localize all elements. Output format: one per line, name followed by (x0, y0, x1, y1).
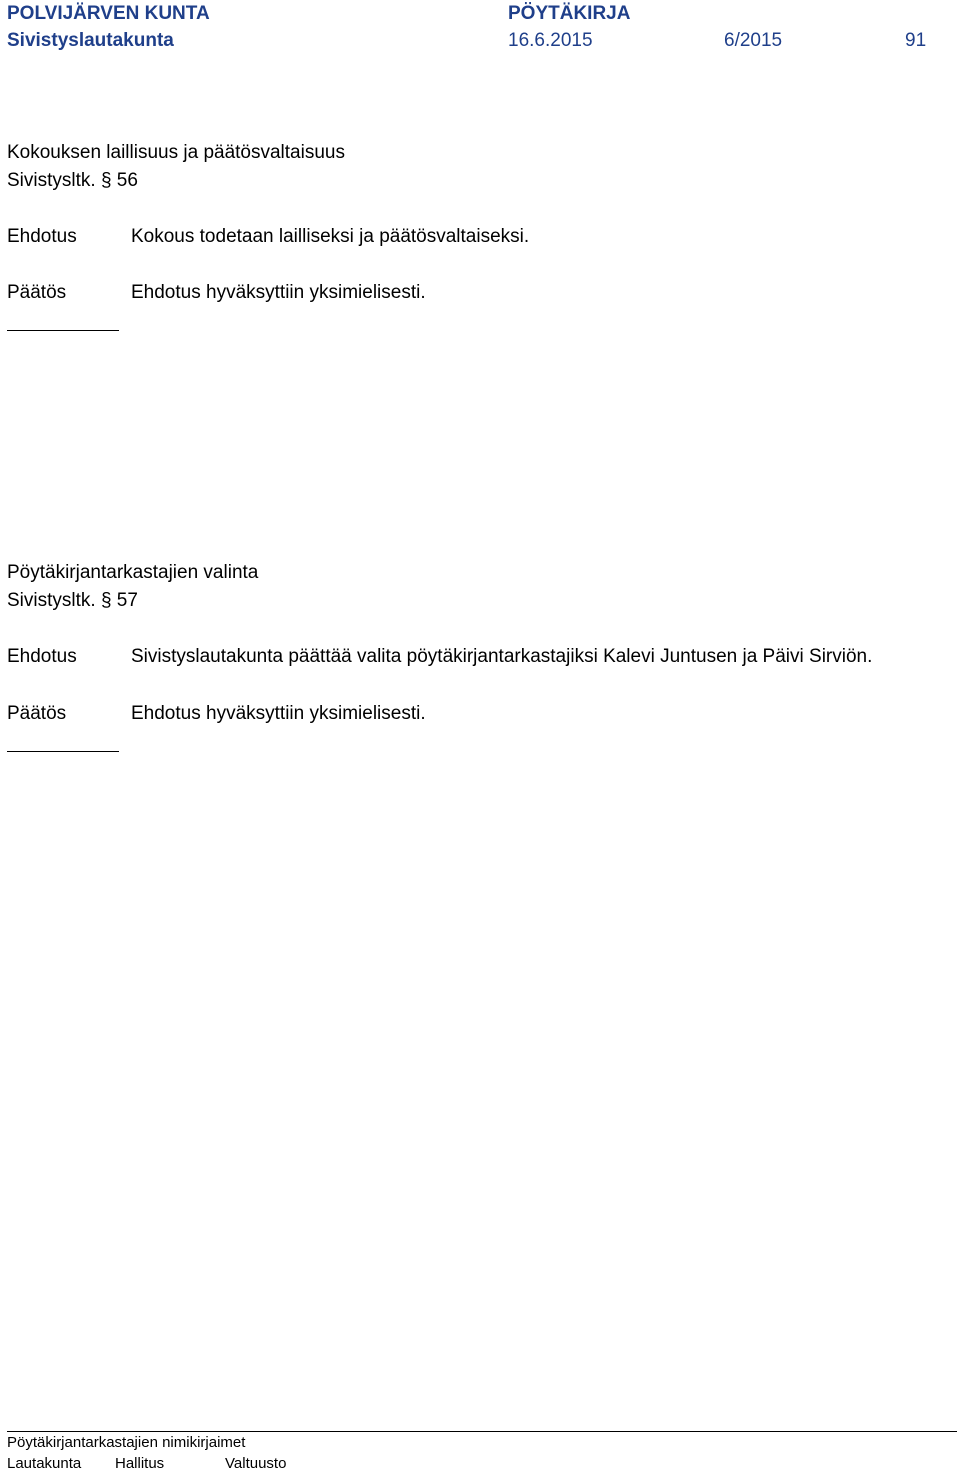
document-type: PÖYTÄKIRJA (508, 3, 631, 24)
proposal-text: Sivistyslautakunta päättää valita pöytäkirjantarkastajiksi Kalevi Juntusen ja Päivi Sirviön. (131, 646, 873, 667)
footer-column-council: Valtuusto (225, 1455, 287, 1472)
meeting-number: 6/2015 (724, 30, 783, 51)
paragraph-reference: Sivistysltk. § 56 (7, 170, 138, 191)
proposal-label: Ehdotus (7, 226, 77, 247)
decision-label: Päätös (7, 703, 67, 724)
footer-column-government: Hallitus (115, 1455, 165, 1472)
section-title: Pöytäkirjantarkastajien valinta (7, 562, 259, 583)
footer-divider (7, 1431, 957, 1432)
footer-column-board: Lautakunta (7, 1455, 82, 1472)
organization-name: POLVIJÄRVEN KUNTA (7, 3, 210, 24)
decision-text: Ehdotus hyväksyttiin yksimielisesti. (131, 703, 426, 724)
decision-label: Päätös (7, 282, 67, 303)
section-end-line (7, 330, 119, 331)
board-name: Sivistyslautakunta (7, 30, 174, 51)
meeting-date: 16.6.2015 (508, 30, 593, 51)
page-number: 91 (905, 30, 927, 51)
section-title: Kokouksen laillisuus ja päätösvaltaisuus (7, 142, 345, 163)
paragraph-reference: Sivistysltk. § 57 (7, 590, 138, 611)
proposal-text: Kokous todetaan lailliseksi ja päätösvaltaiseksi. (131, 226, 530, 247)
signatures-label: Pöytäkirjantarkastajien nimikirjaimet (7, 1434, 246, 1451)
section-end-line (7, 751, 119, 752)
decision-text: Ehdotus hyväksyttiin yksimielisesti. (131, 282, 426, 303)
proposal-label: Ehdotus (7, 646, 77, 667)
